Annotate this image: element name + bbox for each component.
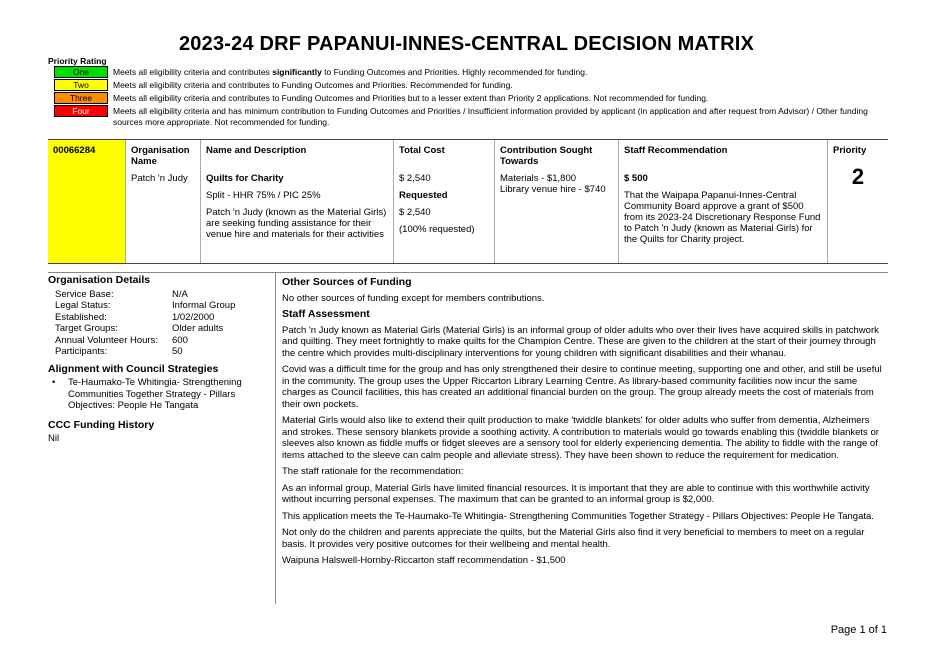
priority-desc-two: Meets all eligibility criteria and contributes to Funding Outcomes and Priorities. Recommended for funding. [113, 80, 513, 90]
detail-row: Participants: 50 [55, 346, 183, 357]
detail-row: Target Groups: Older adults [55, 323, 224, 334]
funding-history-heading: CCC Funding History [48, 418, 155, 431]
alignment-heading: Alignment with Council Strategies [48, 362, 219, 375]
priority-value: 2 [851, 164, 865, 189]
cost-header: Total Cost [399, 145, 445, 156]
priority-badge-two: Two [54, 79, 108, 91]
staff-header: Staff Recommendation [624, 145, 728, 156]
priority-row-one [54, 66, 588, 78]
name-header: Name and Description [206, 145, 307, 156]
assessment-paragraph: Not only do the children and parents appreciate the quilts, but the Material Girls also find it very beneficial to members to meet on a regular basis. It provides very positive outcomes for their wellbeing and mental health. [282, 527, 865, 550]
staff-cell [618, 140, 827, 263]
organisation-details-panel [48, 275, 273, 445]
application-id: 00066284 [53, 145, 96, 156]
assessment-paragraph: Patch 'n Judy known as Material Girls (Material Girls) is an informal group of older adults who over their lives have acquired skills in patchwork and quilting. They meet fortnightly to make quilts for the Champion Centre. These are given to the children at the start of their journey through the centre which provides multi-disciplinary interventions for young children with significant disabilities and their whanau. [282, 324, 879, 359]
org-name: Patch 'n Judy [131, 173, 188, 184]
priority-desc-three: Meets all eligibility criteria and contributes to Funding Outcomes and Priorities but to a lesser extent than Priority 2 applications. Not recommended for funding. [113, 93, 709, 103]
priority-badge-four: Four [54, 105, 108, 117]
contrib-materials: Materials - $1,800 [500, 173, 577, 184]
divider [48, 272, 888, 273]
org-cell [125, 140, 200, 263]
alignment-item: • Te-Haumako-Te Whitingia- Strengthening Communities Together Strategy - Pillars Objectives: People He Tangata [52, 377, 242, 411]
staff-amount: $ 500 [624, 173, 648, 184]
cost-cell [393, 140, 494, 263]
priority-rating-heading: Priority Rating [48, 56, 107, 66]
priority-badge-one: One [54, 66, 108, 78]
application-table [48, 139, 888, 264]
staff-assessment-heading: Staff Assessment [282, 308, 370, 320]
contrib-venue: Library venue hire - $740 [500, 184, 606, 195]
staff-recommendation-text: That the Waipapa Papanui-Innes-Central Community Board approve a grant of $500 from its 2023-24 Discretionary Response Fund to Patch 'n Judy (known as Material Girls) for the Quilts for Charity project. [624, 190, 821, 245]
assessment-paragraph: Covid was a difficult time for the group and has only strengthened their desire to continue meeting, supporting one and other, and still be useful in the community. The group uses the Upper Riccarton Library Learning Centre. As library-based community facilities now incur the same charges as Council facilities, this has created an additional financial burden on the group. The group already meets the cost of materials from their own pockets. [282, 364, 882, 410]
org-details-heading: Organisation Details [48, 274, 151, 286]
priority-header: Priority [833, 145, 867, 156]
assessment-paragraph: Material Girls would also like to extend their quilt production to make 'twiddle blankets' for older adults who suffer from dementia, Alzheimers and strokes. These sensory blankets provide a soothing activity. A contribution to materials would go towards enabling this (twiddle blankets or sleeves also known as fiddle muffs or fidget sleeves are a sensory tool for elderly experiencing dementia. The ability to fiddle with the range of items attached to the sleeve can calm people and alleviate stress). They have been shown to reduce the requirement for medication. [282, 415, 879, 461]
org-header: Organisation Name [131, 145, 190, 167]
assessment-paragraph: This application meets the Te-Haumako-Te Whitingia- Strengthening Communities Together Strategy - Pillars Objectives: People He Tangata. [282, 510, 874, 522]
priority-desc-four: Meets all eligibility criteria and has minimum contribution to Funding Outcomes and Priorities / Insufficient information provided by applicant (in application and after request from Advisor) / Other funding sources more appropriate. Not recommended for funding. [113, 106, 868, 127]
detail-row: Annual Volunteer Hours: 600 [55, 334, 188, 346]
detail-row: Legal Status: Informal Group [55, 300, 236, 311]
priority-desc-one: Meets all eligibility criteria and contributes significantly to Funding Outcomes and Priorities. Highly recommended for funding. [113, 67, 588, 77]
assessment-paragraph: As an informal group, Material Girls have limited financial resources. It is important that they are able to continue with this worthwhile activity without incurring personal expenses. The maximum that can be granted to an informal group is $2,000. [282, 482, 870, 505]
detail-row: Established: 1/02/2000 [55, 311, 215, 323]
other-sources-heading: Other Sources of Funding [282, 276, 412, 288]
page-number: Page 1 of 1 [830, 624, 887, 636]
detail-row: Service Base: N/A [55, 288, 188, 300]
assessment-panel [282, 277, 886, 572]
contrib-header: Contribution Sought Towards [500, 145, 593, 167]
total-cost: $ 2,540 [399, 173, 431, 184]
priority-row-four [54, 105, 868, 127]
column-divider [275, 273, 276, 604]
page-title: 2023-24 DRF PAPANUI-INNES-CENTRAL DECISION MATRIX [178, 33, 755, 55]
requested-percent: (100% requested) [399, 224, 475, 235]
requested-label: Requested [399, 190, 448, 201]
application-id-cell [48, 140, 125, 263]
project-description: Patch 'n Judy (known as the Material Girls) are seeking funding assistance for their venue hire and materials for their activities [206, 207, 387, 240]
assessment-paragraph: The staff rationale for the recommendation: [282, 466, 464, 477]
funding-split: Split - HHR 75% / PIC 25% [206, 190, 321, 201]
project-title: Quilts for Charity [206, 173, 284, 184]
priority-cell [827, 140, 888, 263]
funding-history-value: Nil [48, 433, 60, 444]
bullet-icon: • [52, 377, 56, 388]
other-sources-text: No other sources of funding except for members contributions. [282, 292, 545, 304]
name-cell [200, 140, 393, 263]
priority-row-two [54, 79, 513, 91]
requested-amount: $ 2,540 [399, 207, 431, 218]
priority-badge-three: Three [54, 92, 108, 104]
contrib-cell [494, 140, 618, 263]
assessment-paragraph: Waipuna Halswell-Hornby-Riccarton staff recommendation - $1,500 [282, 555, 566, 566]
priority-row-three [54, 92, 709, 104]
